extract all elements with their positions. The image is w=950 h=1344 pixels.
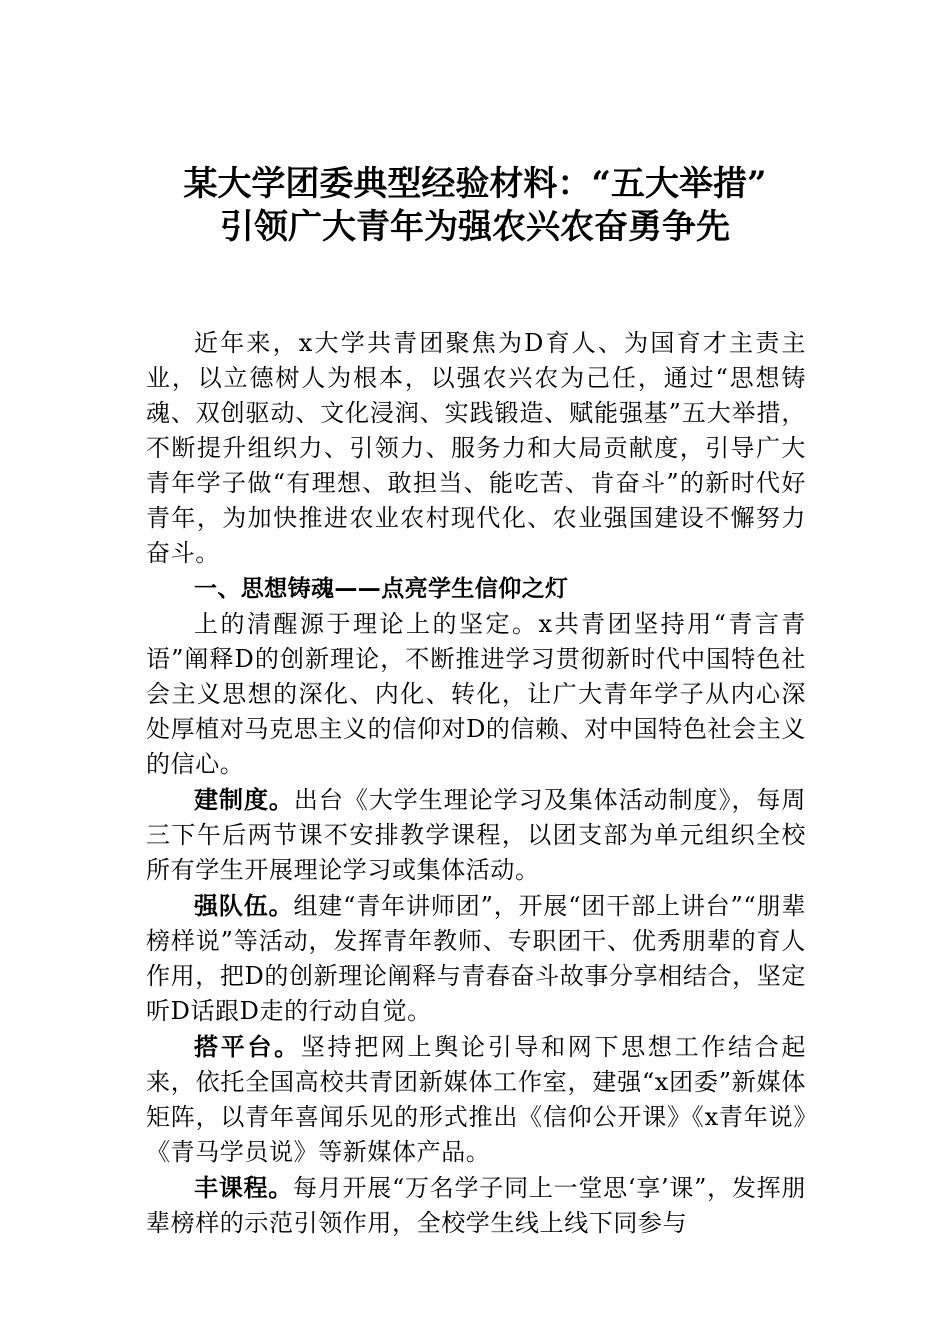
item-paragraph-kecheng [146, 1170, 806, 1241]
document-body [146, 326, 806, 1241]
intro-paragraph: 近年来，x大学共青团聚焦为D育人、为国育才主责主业，以立德树人为根本，以强农兴农为己任，通过“思想铸魂、双创驱动、文化浸润、实践锻造、赋能强基”五大举措，不断提升组织力、引领力、服务力和大局贡献度，引导广大青年学子做“有理想、敢担当、能吃苦、肯奋斗”的新时代好青年，为加快推进农业农村现代化、农业强国建设不懈努力奋斗。 [146, 329, 806, 567]
section-heading-1: 一、思想铸魂——点亮学生信仰之灯 [194, 576, 569, 602]
item-paragraph-pingtai [146, 1029, 806, 1170]
item-text: 每月开展“万名学子同上一堂思‘享’课”，发挥朋辈榜样的示范引领作用，全校学生线上线下同参与 [146, 1174, 806, 1237]
document-title-line-2: 引领广大青年为强农兴农奋勇争先 [220, 207, 730, 247]
item-paragraph-duiwu [146, 888, 806, 1029]
item-lead: 强队伍。 [194, 891, 294, 920]
item-text: 坚持把网上舆论引导和网下思想工作结合起来，依托全国高校共青团新媒体工作室，建强“x团委”新媒体矩阵，以青年喜闻乐见的形式推出《信仰公开课》《x青年说》《青马学员说》等新媒体产品。 [146, 1033, 807, 1166]
document-title-line-1: 某大学团委典型经验材料：“五大举措” [183, 164, 767, 204]
item-lead: 丰课程。 [194, 1173, 294, 1202]
item-lead: 建制度。 [194, 785, 294, 814]
item-text: 组建“青年讲师团”，开展“团干部上讲台”“朋辈榜样说”等活动，发挥青年教师、专职团干、优秀朋辈的育人作用，把D的创新理论阐释与青春奋斗故事分享相结合，坚定听D话跟D走的行动自觉。 [146, 892, 806, 1025]
item-paragraph-zhidu [146, 782, 806, 888]
item-text: 出台《大学生理论学习及集体活动制度》，每周三下午后两节课不安排教学课程，以团支部为单元组织全校所有学生开展理论学习或集体活动。 [146, 786, 806, 884]
item-lead: 搭平台。 [194, 1032, 301, 1061]
section1-paragraph: 上的清醒源于理论上的坚定。x共青团坚持用“青言青语”阐释D的创新理论，不断推进学习贯彻新时代中国特色社会主义思想的深化、内化、转化，让广大青年学子从内心深处厚植对马克思主义的信仰对D的信赖、对中国特色社会主义的信心。 [146, 610, 806, 778]
